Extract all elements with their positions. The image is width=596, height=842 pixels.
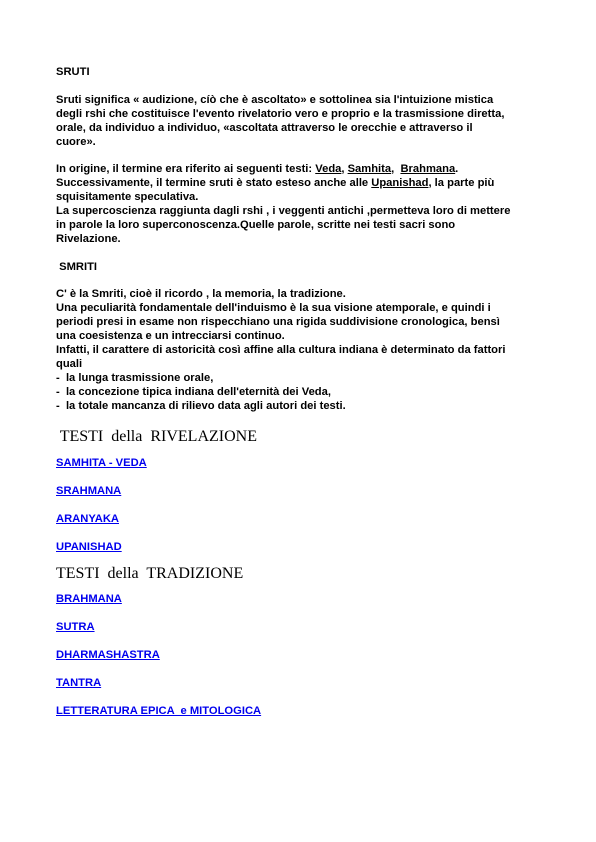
srahmana-link[interactable]: SRAHMANA (56, 484, 122, 497)
separator: . (455, 163, 459, 176)
link-row (56, 541, 556, 561)
upanishad-term: Upanishad (371, 177, 429, 190)
tradizione-heading: TESTI della TRADIZIONE (56, 564, 244, 582)
smriti-line: periodi presi in esame non rispecchiano una rigida suddivisione cronologica, bensì (56, 316, 500, 329)
smriti-line: C' è la Smriti, cioè il ricordo , la memoria, la tradizione. (56, 288, 346, 301)
separator: , (391, 163, 401, 176)
sruti-para-line: La supercoscienza raggiunta dagli rshi , i veggenti antichi ,permetteva loro di mettere (56, 205, 511, 218)
rivelazione-heading: TESTI della RIVELAZIONE (56, 427, 257, 445)
sruti-extension-line (56, 177, 556, 191)
smriti-heading: SMRITI (56, 260, 98, 273)
link-row (56, 705, 556, 725)
letteratura-epica-link[interactable]: LETTERATURA EPICA e MITOLOGICA (56, 704, 262, 717)
tantra-link[interactable]: TANTRA (56, 676, 102, 689)
sruti-extension-prefix: Successivamente, il termine sruti è stato esteso anche alle (56, 177, 372, 190)
upanishad-link[interactable]: UPANISHAD (56, 540, 122, 553)
separator: , (341, 163, 348, 176)
sruti-para-line: orale, da individuo a individuo, «ascoltata attraverso le orecchie e attraverso il (56, 121, 473, 134)
rivelazione-links (56, 457, 556, 561)
samhita-term: Samhita (347, 163, 392, 176)
brahmana-link[interactable]: BRAHMANA (56, 592, 122, 605)
sutra-link[interactable]: SUTRA (56, 620, 95, 633)
link-row (56, 513, 556, 541)
smriti-list-item: - la totale mancanza di rilievo data agli autori dei testi. (56, 399, 346, 412)
sruti-para-line: cuore». (56, 135, 96, 148)
smriti-line: una coesistenza e un intrecciarsi continuo. (56, 330, 285, 343)
link-row (56, 485, 556, 513)
smriti-list-item: - la lunga trasmissione orale, (56, 371, 214, 384)
sruti-para-line: degli rshi che costituisce l'evento rivelatorio vero e proprio e la trasmissione diretta, (56, 107, 505, 120)
sruti-texts-prefix: In origine, il termine era riferito ai seguenti testi: (56, 163, 316, 176)
sruti-texts-line (56, 163, 556, 177)
link-row (56, 593, 556, 621)
smriti-line: Infatti, il carattere di astoricità così affine alla cultura indiana è determinato da fattori (56, 344, 506, 357)
link-row (56, 649, 556, 677)
sruti-para-line: Sruti significa « audizione, cíò che è ascoltato» e sottolinea sia l'intuizione mistica (56, 93, 494, 106)
sruti-heading: SRUTI (56, 66, 90, 78)
smriti-line: Una peculiarità fondamentale dell'induismo è la sua visione atemporale, e quindi i (56, 302, 491, 315)
sruti-para-line: squisitamente speculativa. (56, 191, 199, 204)
samhita-veda-link[interactable]: SAMHITA - VEDA (56, 456, 147, 469)
brahmana-term: Brahmana (400, 163, 456, 176)
dharmashastra-link[interactable]: DHARMASHASTRA (56, 648, 160, 661)
sruti-para-line: in parole la loro superconoscenza.Quelle parole, scritte nei testi sacri sono (56, 218, 456, 231)
tradizione-links (56, 593, 556, 725)
document-page (56, 66, 556, 725)
sruti-para-line: Rivelazione. (56, 232, 121, 245)
link-row (56, 457, 556, 485)
sruti-extension-suffix: , la parte più (428, 177, 495, 190)
link-row (56, 621, 556, 649)
veda-term: Veda (315, 163, 342, 176)
link-row (56, 677, 556, 705)
smriti-list-item: - la concezione tipica indiana dell'eternità dei Veda, (56, 385, 331, 398)
aranyaka-link[interactable]: ARANYAKA (56, 512, 119, 525)
smriti-line: quali (56, 357, 83, 370)
